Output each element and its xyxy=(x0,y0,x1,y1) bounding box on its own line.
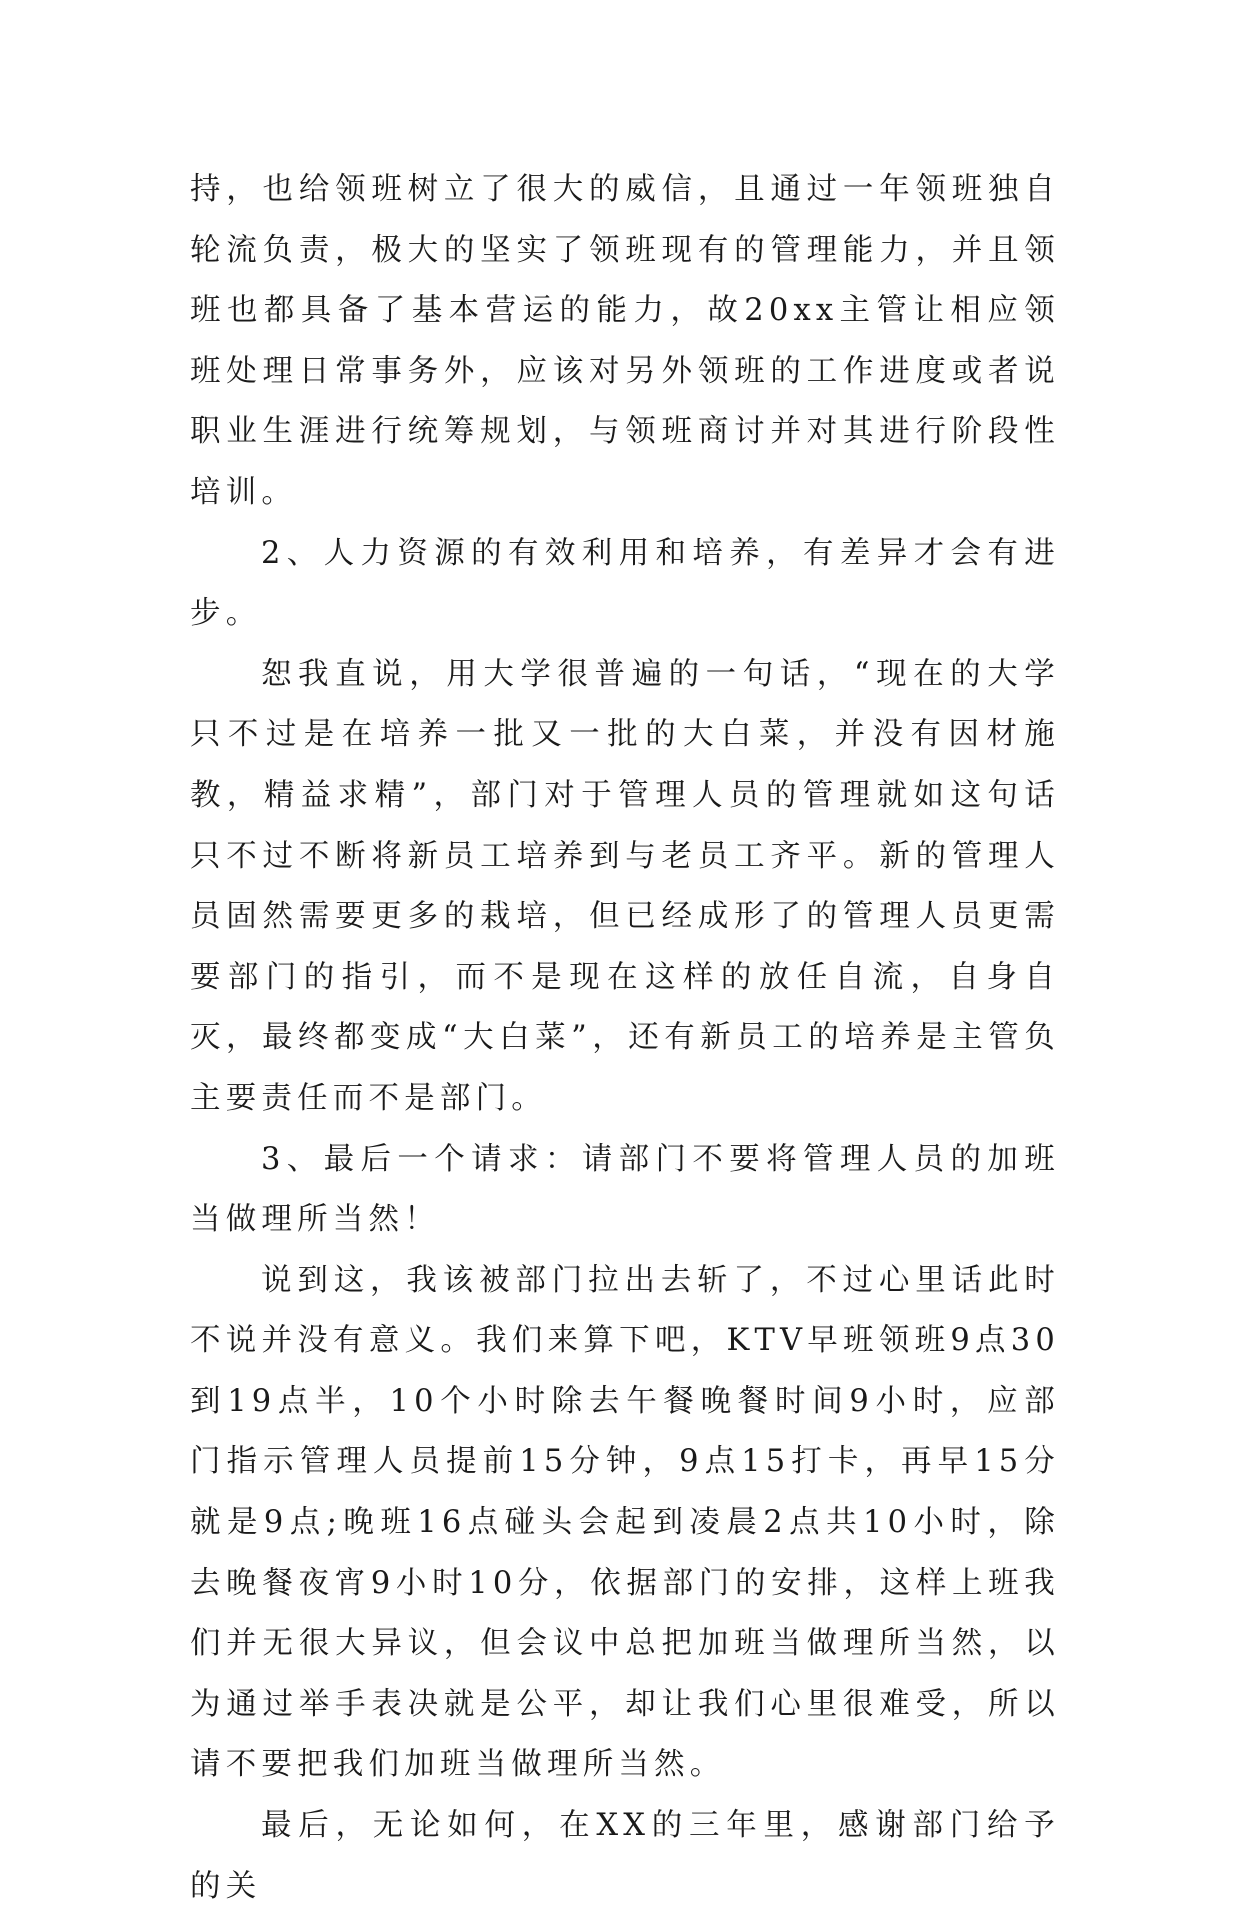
paragraph: 3、最后一个请求：请部门不要将管理人员的加班当做理所当然！ xyxy=(190,1141,1060,1238)
paragraph: 持，也给领班树立了很大的威信，且通过一年领班独自轮流负责，极大的坚实了领班现有的管理能力，并且领班也都具备了基本营运的能力，故20xx主管让相应领班处理日常事务外，应该对另外领班的工作进度或者说职业生涯进行统筹规划，与领班商讨并对其进行阶段性培训。 xyxy=(190,172,1060,510)
paragraph: 恕我直说，用大学很普遍的一句话，“现在的大学只不过是在培养一批又一批的大白菜，并没有因材施教，精益求精”，部门对于管理人员的管理就如这句话只不过不断将新员工培养到与老员工齐平。新的管理人员固然需要更多的栽培，但已经成形了的管理人员更需要部门的指引，而不是现在这样的放任自流，自身自灭，最终都变成“大白菜”，还有新员工的培养是主管负主要责任而不是部门。 xyxy=(190,656,1060,1116)
paragraph: 2、人力资源的有效利用和培养，有差异才会有进步。 xyxy=(190,535,1060,632)
paragraph: 最后，无论如何，在XX的三年里，感谢部门给予的关 xyxy=(190,1808,1060,1904)
paragraph: 说到这，我该被部门拉出去斩了，不过心里话此时不说并没有意义。我们来算下吧，KTV早班领班9点30到19点半，10个小时除去午餐晚餐时间9小时，应部门指示管理人员提前15分钟，9点15打卡，再早15分就是9点;晚班16点碰头会起到凌晨2点共10小时，除去晚餐夜宵9小时10分，依据部门的安排，这样上班我们并无很大异议，但会议中总把加班当做理所当然，以为通过举手表决就是公平，却让我们心里很难受，所以请不要把我们加班当做理所当然。 xyxy=(190,1262,1060,1783)
document-body xyxy=(190,160,1060,1917)
